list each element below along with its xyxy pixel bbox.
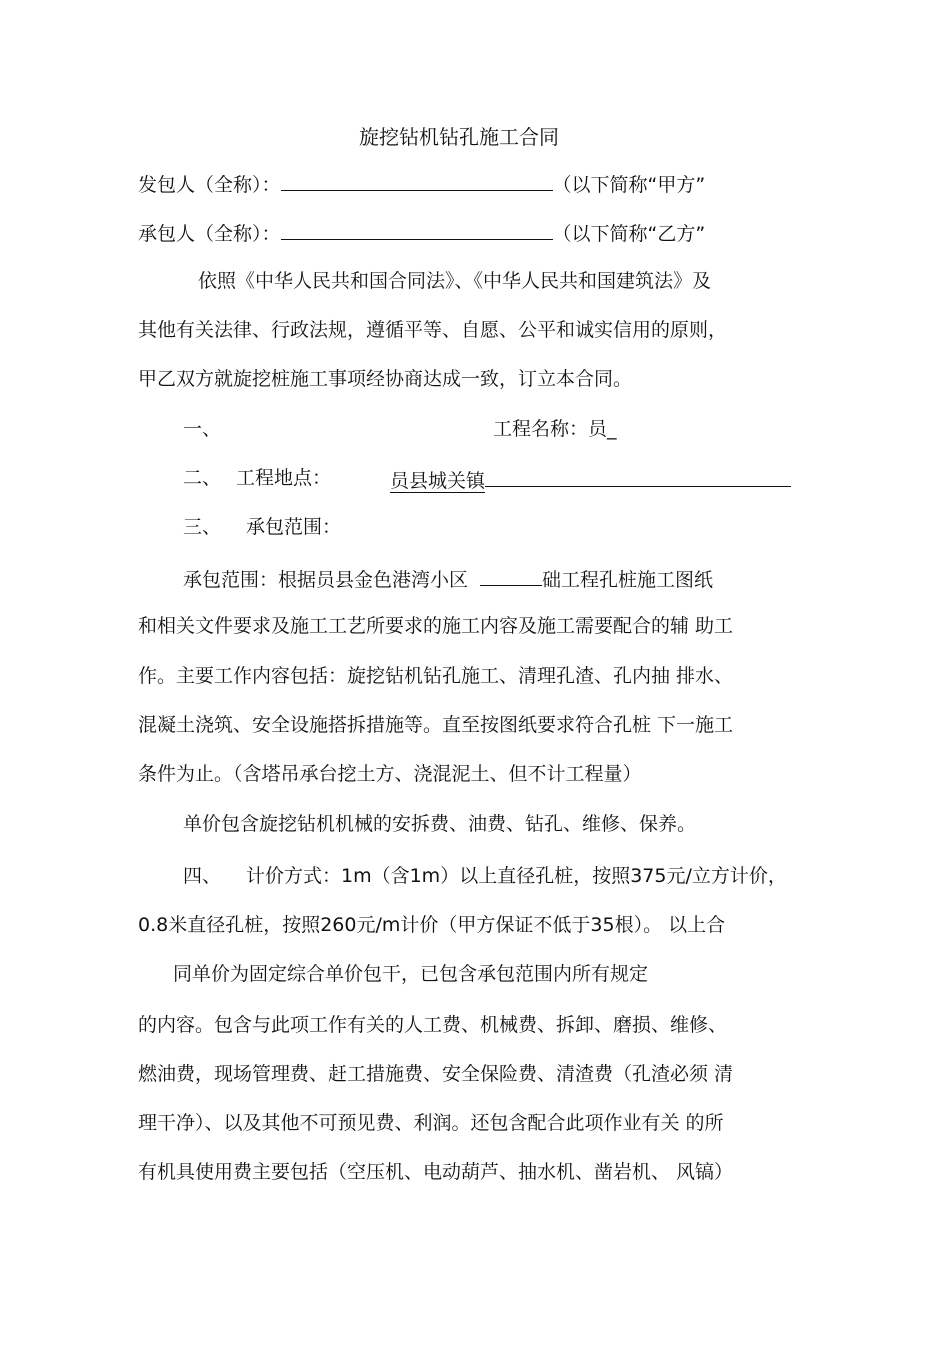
document-title: 旋挖钻机钻孔施工合同 xyxy=(359,125,559,149)
section-3-number: 三、 xyxy=(183,516,222,538)
section-4-line-3: 同单价为固定综合单价包干，已包含承包范围内所有规定 xyxy=(173,963,649,985)
section-4-line-1: 计价方式：1m（含1m）以上直径孔桩，按照375元/立方计价， xyxy=(246,865,787,887)
scope-line-3: 作。主要工作内容包括：旋挖钻机钻孔施工、清理孔渣、孔内抽 排水、 xyxy=(138,665,734,687)
scope-line-1 xyxy=(183,565,713,592)
section-4-line-5: 燃油费，现场管理费、赶工措施费、安全保险费、清渣费（孔渣必须 清 xyxy=(138,1063,734,1085)
scope-blank xyxy=(480,565,542,586)
scope-text-a: 承包范围：根据员县金色港湾小区 xyxy=(183,569,469,591)
section-1-number: 一、 xyxy=(183,418,222,440)
party-a-suffix: （以下简称“甲方” xyxy=(552,174,706,196)
section-4-line-4: 的内容。包含与此项工作有关的人工费、机械费、拆卸、磨损、维修、 xyxy=(138,1014,728,1036)
section-1-text: 工程名称：员_ xyxy=(493,418,617,440)
scope-line-4: 混凝土浇筑、安全设施搭拆措施等。直至按图纸要求符合孔桩 下一施工 xyxy=(138,714,734,736)
party-b-line xyxy=(138,219,705,246)
unit-price-line: 单价包含旋挖钻机机械的安拆费、油费、钻孔、维修、保养。 xyxy=(183,813,697,835)
section-4-line-2: 0.8米直径孔桩，按照260元/m计价（甲方保证不低于35根）。 以上合 xyxy=(138,914,726,936)
party-b-label: 承包人（全称）： xyxy=(138,223,281,245)
scope-line-5: 条件为止。（含塔吊承台挖土方、浇混泥土、但不计工程量） xyxy=(138,763,642,785)
scope-line-2: 和相关文件要求及施工工艺所要求的施工内容及施工需要配合的辅 助工 xyxy=(138,615,734,637)
preamble-line-3: 甲乙双方就旋挖桩施工事项经协商达成一致，订立本合同。 xyxy=(138,368,633,390)
party-a-blank xyxy=(281,170,553,191)
party-a-line xyxy=(138,170,705,197)
section-2-label: 工程地点： xyxy=(236,467,332,489)
party-b-blank xyxy=(281,219,553,240)
scope-text-b: 础工程孔桩施工图纸 xyxy=(542,569,714,591)
preamble-line-2: 其他有关法律、行政法规，遵循平等、自愿、公平和诚实信用的原则， xyxy=(138,319,728,341)
section-2-value: 员县城关镇 xyxy=(390,470,486,492)
section-2-value-line xyxy=(390,466,791,493)
party-b-suffix: （以下简称“乙方” xyxy=(552,223,706,245)
section-2-blank xyxy=(485,466,791,487)
section-2-number: 二、 xyxy=(183,467,222,489)
section-4-number: 四、 xyxy=(183,865,222,887)
section-4-line-7: 有机具使用费主要包括（空压机、电动葫芦、抽水机、凿岩机、 风镐） xyxy=(138,1161,734,1183)
section-4-line-6: 理干净）、以及其他不可预见费、利润。还包含配合此项作业有关 的所 xyxy=(138,1112,724,1134)
section-3-label: 承包范围： xyxy=(246,516,342,538)
party-a-label: 发包人（全称）： xyxy=(138,174,281,196)
preamble-line-1: 依照《中华人民共和国合同法》、《中华人民共和国建筑法》及 xyxy=(198,270,712,292)
